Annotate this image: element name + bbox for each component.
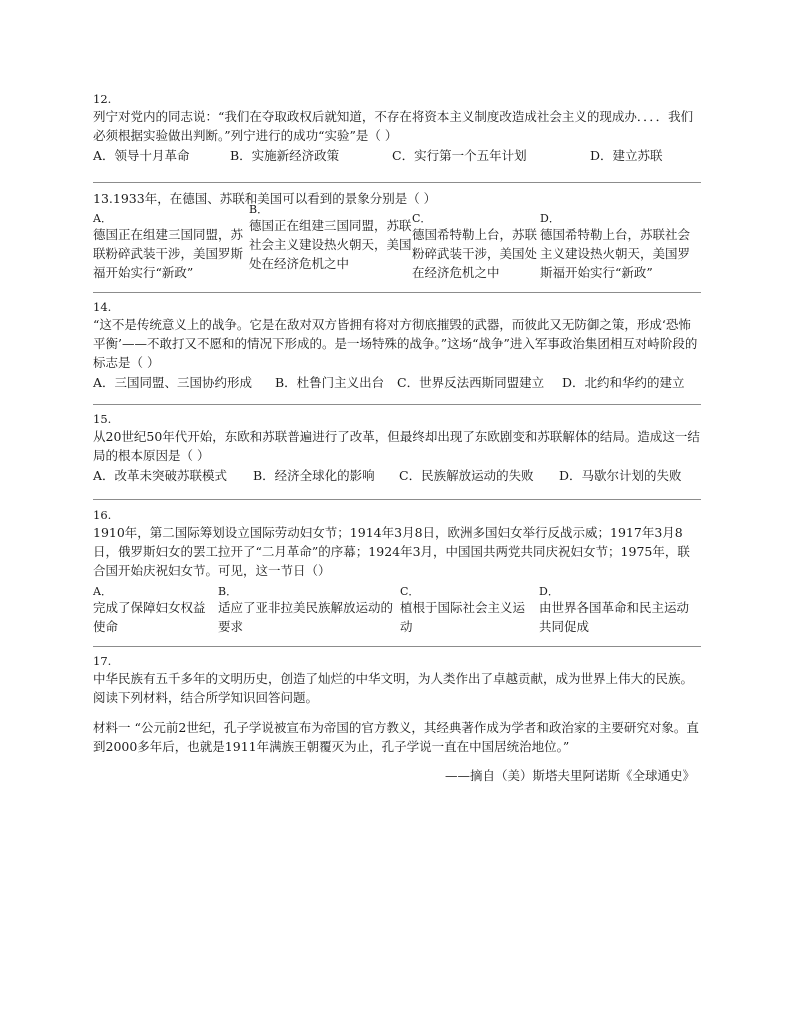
option-b[interactable] xyxy=(218,585,400,636)
option-text: 德国正在组建三国同盟，苏联粉碎武装干涉，美国罗斯福开始实行“新政” xyxy=(93,227,244,280)
divider xyxy=(93,646,701,647)
option-text: 德国希特勒上台，苏联粉碎武装干涉，美国处在经济危机之中 xyxy=(412,227,538,280)
question-number: 17. xyxy=(93,654,112,668)
option-text: 完成了保障妇女权益使命 xyxy=(93,600,206,634)
option-b[interactable]: B．实施新经济政策 xyxy=(230,148,340,163)
option-letter: A． xyxy=(93,212,112,225)
option-d[interactable]: D．建立苏联 xyxy=(590,148,663,163)
option-text: 植根于国际社会主义运动 xyxy=(400,600,526,634)
question-stem: 1933年，在德国、苏联和美国可以看到的景象分别是（ ） xyxy=(112,191,437,206)
divider xyxy=(93,292,701,293)
divider xyxy=(93,499,701,500)
question-number: 14. xyxy=(93,300,112,314)
options-grid xyxy=(93,203,701,282)
option-letter: C． xyxy=(400,585,420,598)
option-b[interactable] xyxy=(249,203,412,282)
option-a[interactable]: A．三国同盟、三国协约形成 xyxy=(93,375,253,390)
divider xyxy=(93,404,701,405)
option-letter: D． xyxy=(540,212,560,225)
option-text: 由世界各国革命和民主运动共同促成 xyxy=(539,600,690,634)
question-stem: “这不是传统意义上的战争。它是在敌对双方皆拥有将对方彻底摧毁的武器，而彼此又无防御之策，形成‘恐怖平衡’——不敢打又不愿和的情况下形成的。是一场特殊的战争。”这场“战争”进入军事政治集团相互对峙阶段的标志是（ ） xyxy=(93,317,698,370)
question-15 xyxy=(93,412,701,486)
question-number: 16. xyxy=(93,508,112,522)
options-row xyxy=(93,466,701,486)
option-c[interactable]: C．民族解放运动的失败 xyxy=(399,468,534,483)
option-text: 德国希特勒上台，苏联社会主义建设热火朝天，美国罗斯福开始实行“新政” xyxy=(540,227,691,280)
options-row xyxy=(93,373,701,393)
option-d[interactable]: D．马歇尔计划的失败 xyxy=(559,468,682,483)
option-d[interactable] xyxy=(539,585,689,636)
question-12 xyxy=(93,92,701,166)
question-number: 12. xyxy=(93,92,112,106)
exam-page xyxy=(93,92,701,785)
question-number: 13. xyxy=(93,191,113,206)
question-stem: 1910年，第二国际筹划设立国际劳动妇女节；1914年3月8日，欧洲多国妇女举行反战示威；1917年3月8日，俄罗斯妇女的罢工拉开了“二月革命”的序幕；1924年3月，中国国共两党共同庆祝妇女节；1975年，联合国开始庆祝妇女节。可见，这一节日（） xyxy=(93,525,690,578)
option-letter: C． xyxy=(412,212,432,225)
option-letter: B． xyxy=(249,203,269,216)
option-d[interactable] xyxy=(540,212,698,282)
option-text: 德国正在组建三国同盟，苏联社会主义建设热火朝天，美国处在经济危机之中 xyxy=(249,218,412,271)
question-intro: 中华民族有五千多年的文明历史，创造了灿烂的中华文明，为人类作出了卓越贡献，成为世界上伟大的民族。阅读下列材料，结合所学知识回答问题。 xyxy=(93,671,694,705)
question-17 xyxy=(93,654,701,785)
option-a[interactable] xyxy=(93,585,218,636)
option-c[interactable] xyxy=(400,585,539,636)
divider xyxy=(93,182,701,183)
option-a[interactable] xyxy=(93,212,249,282)
option-b[interactable]: B．杜鲁门主义出台 xyxy=(275,375,385,390)
option-d[interactable]: D．北约和华约的建立 xyxy=(562,375,685,390)
options-row xyxy=(93,146,701,166)
question-stem: 列宁对党内的同志说：“我们在夺取政权后就知道，不存在将资本主义制度改造成社会主义的现成办．．．．我们必须根据实验做出判断。”列宁进行的成功“实验”是（ ） xyxy=(93,109,694,143)
option-a[interactable]: A．领导十月革命 xyxy=(93,148,190,163)
option-b[interactable]: B．经济全球化的影响 xyxy=(253,468,375,483)
option-letter: B． xyxy=(218,585,238,598)
question-13 xyxy=(93,189,701,282)
material-source: ——摘自（美）斯塔夫里阿诺斯《全球通史》 xyxy=(444,768,695,783)
option-a[interactable]: A．改革未突破苏联模式 xyxy=(93,468,228,483)
option-letter: A． xyxy=(93,585,112,598)
question-stem: 从20世纪50年代开始，东欧和苏联普遍进行了改革，但最终却出现了东欧剧变和苏联解体的结局。造成这一结局的根本原因是（ ） xyxy=(93,429,700,463)
question-16 xyxy=(93,508,701,636)
options-grid xyxy=(93,585,701,636)
option-c[interactable]: C．实行第一个五年计划 xyxy=(392,148,527,163)
option-text: 适应了亚非拉美民族解放运动的要求 xyxy=(218,600,394,634)
material-one: 材料一 “公元前2世纪，孔子学说被宣布为帝国的官方教义，其经典著作成为学者和政治家的主要研究对象。直到2000多年后，也就是1911年满族王朝覆灭为止，孔子学说一直在中国居统治地位。” xyxy=(93,720,699,754)
question-number: 15. xyxy=(93,412,112,426)
question-14 xyxy=(93,300,701,393)
option-c[interactable] xyxy=(412,212,540,282)
option-letter: D． xyxy=(539,585,559,598)
option-c[interactable]: C．世界反法西斯同盟建立 xyxy=(397,375,545,390)
